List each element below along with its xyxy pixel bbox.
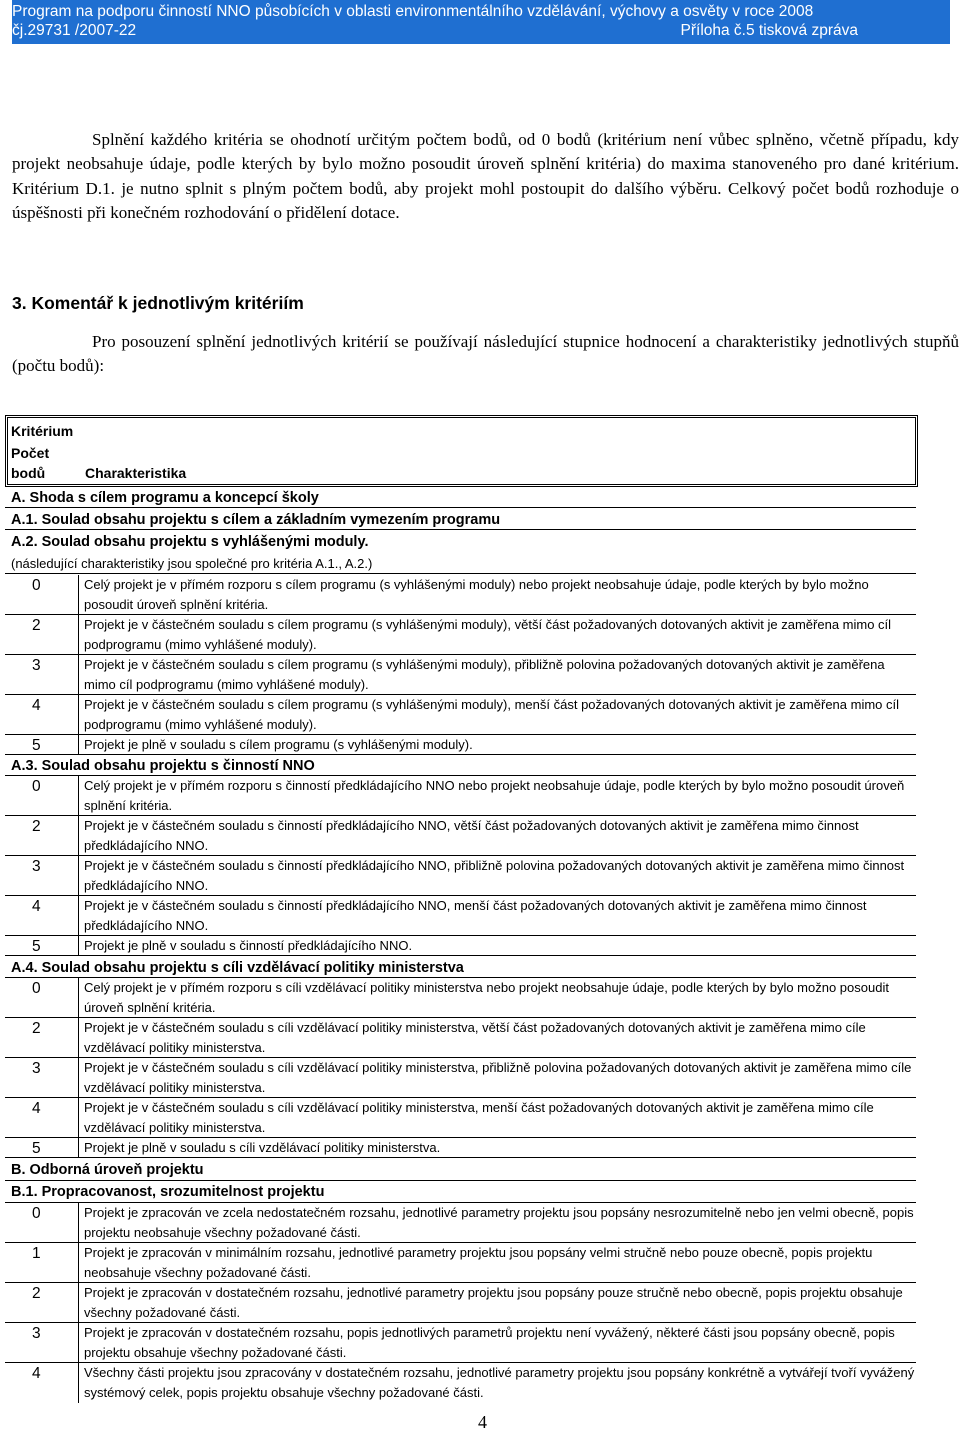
- table-row: [5, 1243, 916, 1283]
- characteristic-text: Projekt je plně v souladu s cílem programu (s vyhlášenými moduly).: [84, 737, 473, 752]
- table-row: [5, 615, 916, 655]
- score: 1: [32, 1245, 41, 1262]
- table-row: [5, 1323, 916, 1363]
- score: 2: [32, 617, 41, 634]
- characteristic-text: Projekt je v částečném souladu s cílem programu (s vyhlášenými moduly), menší část požadovaných dotovaných aktivit je zaměřena mimo cíl podprogramu (mimo vyhlášené moduly).: [84, 697, 900, 732]
- document-header: [12, 0, 950, 44]
- section-b-title: B. Odborná úroveň projektu: [11, 1162, 204, 1178]
- attachment-label: Příloha č.5 tisková zpráva: [680, 22, 858, 39]
- characteristic-text: Projekt je v částečném souladu s činností předkládajícího NNO, přibližně polovina požadovaných dotovaných aktivit je zaměřena mimo činnost předkládajícího NNO.: [84, 858, 905, 893]
- table-row: [5, 575, 916, 615]
- section-a1-title: A.1. Soulad obsahu projektu s cílem a základním vymezením programu: [11, 512, 501, 528]
- characteristic-text: Projekt je v částečném souladu s cílem programu (s vyhlášenými moduly), větší část požadovaných dotovaných aktivit je zaměřena mimo cíl podprogramu (mimo vyhlášené moduly).: [84, 617, 892, 652]
- characteristic-text: Celý projekt je v přímém rozporu s cíli vzdělávací politiky ministerstva nebo projekt neobsahuje údaje, podle kterých by bylo možno posoudit úroveň splnění kritéria.: [84, 980, 889, 1015]
- characteristic-text: Projekt je plně v souladu s činností předkládajícího NNO.: [84, 938, 413, 953]
- divider: [5, 1180, 916, 1181]
- score: 5: [32, 1140, 41, 1157]
- characteristic-text: Projekt je v částečném souladu s činností předkládajícího NNO, menší část požadovaných dotovaných aktivit je zaměřena mimo činnost předkládajícího NNO.: [84, 898, 867, 933]
- table-row: [5, 1283, 916, 1323]
- table-row: [5, 735, 916, 755]
- divider: [5, 507, 916, 508]
- characteristic-text: Projekt je zpracován v dostatečném rozsahu, jednotlivé parametry projektu jsou popsány pouze stručně nebo obecně, popis projektu obsahuje všechny požadované části.: [84, 1285, 903, 1320]
- header-characteristic: Charakteristika: [85, 465, 187, 481]
- table-row: [5, 1058, 916, 1098]
- score: 0: [32, 1205, 41, 1222]
- score: 0: [32, 778, 41, 795]
- characteristic-text: Celý projekt je v přímém rozporu s cílem programu (s vyhlášenými moduly) nebo projekt neobsahuje údaje, podle kterých by bylo možno posoudit úroveň splnění kritéria.: [84, 577, 869, 612]
- score: 2: [32, 1020, 41, 1037]
- characteristic-text: Projekt je v částečném souladu s činností předkládajícího NNO, větší část požadovaných dotovaných aktivit je zaměřena mimo činnost předkládajícího NNO.: [84, 818, 859, 853]
- score: 3: [32, 858, 41, 875]
- table-row: [5, 978, 916, 1018]
- intro-paragraph: Splnění každého kritéria se ohodnotí určitým počtem bodů, od 0 bodů (kritérium není vůbec splněno, včetně případu, kdy projekt neobsahuje údaje, podle kterých by bylo možno posoudit úroveň splnění kritéria) do maxima stanoveného pro dané kritérium. Kritérium D.1. je nutno splnit s plným počtem bodů, aby projekt mohl postoupit do dalšího výběru. Celkový počet bodů rozhoduje o úspěšnosti při konečném rozhodování o přidělení dotace.: [12, 130, 959, 223]
- divider: [5, 529, 916, 530]
- characteristic-text: Všechny části projektu jsou zpracovány v dostatečném rozsahu, jednotlivé parametry projektu jsou popsány konkrétně a vytvářejí tvoří vyvážený systémový celek, popis projektu obsahuje všechny požadované části.: [84, 1365, 915, 1400]
- characteristic-text: Projekt je v částečném souladu s cíli vzdělávací politiky ministerstva, menší část požadovaných dotovaných aktivit je zaměřena mimo cíle vzdělávací politiky ministerstva.: [84, 1100, 874, 1135]
- section-a-note: (následující charakteristiky jsou společné pro kritéria A.1., A.2.): [11, 556, 373, 571]
- score: 0: [32, 980, 41, 997]
- table-row: [5, 936, 916, 956]
- table-row: [5, 1018, 916, 1058]
- characteristic-text: Projekt je zpracován ve zcela nedostatečném rozsahu, jednotlivé parametry projektu jsou popsány nesrozumitelně nebo jen velmi obecně, popis projektu neobsahuje všechny požadované části.: [84, 1205, 914, 1240]
- table-row: [5, 1138, 916, 1158]
- table-row: [5, 1098, 916, 1138]
- table-row: [5, 896, 916, 936]
- score: 0: [32, 577, 41, 594]
- section-b1-title: B.1. Propracovanost, srozumitelnost projektu: [11, 1184, 325, 1200]
- section-3-title: 3. Komentář k jednotlivým kritériím: [12, 293, 304, 313]
- program-title: Program na podporu činností NNO působících v oblasti environmentálního vzdělávání, výchovy a osvěty v roce 2008: [12, 3, 814, 20]
- table-row: [5, 816, 916, 856]
- section-a4-title: A.4. Soulad obsahu projektu s cíli vzdělávací politiky ministerstva: [11, 960, 464, 976]
- score: 4: [32, 898, 41, 915]
- header-points-2: bodů: [11, 465, 46, 481]
- score: 2: [32, 1285, 41, 1302]
- characteristic-text: Projekt je zpracován v minimálním rozsahu, jednotlivé parametry projektu jsou popsány velmi stručně nebo pouze obecně, popis projektu neobsahuje všechny požadované části.: [84, 1245, 873, 1280]
- table-row: [5, 856, 916, 896]
- table-row: [5, 1363, 916, 1403]
- table-row: [5, 1203, 916, 1243]
- score: 2: [32, 818, 41, 835]
- characteristic-text: Projekt je zpracován v dostatečném rozsahu, popis jednotlivých parametrů projektu není vyvážený, některé části jsou popsány obecně, popis projektu obsahuje všechny požadované části.: [84, 1325, 895, 1360]
- section-a-title: A. Shoda s cílem programu a koncepcí školy: [11, 490, 319, 506]
- score: 5: [32, 737, 41, 754]
- table-row: [5, 776, 916, 816]
- characteristic-text: Celý projekt je v přímém rozporu s činností předkládajícího NNO nebo projekt neobsahuje údaje, podle kterých by bylo možno posoudit úroveň splnění kritéria.: [84, 778, 905, 813]
- reference-number: čj.29731 /2007-22: [12, 22, 137, 39]
- characteristic-text: Projekt je v částečném souladu s cílem programu (s vyhlášenými moduly), přibližně polovina požadovaných dotovaných aktivit je zaměřena mimo cíl podprogramu (mimo vyhlášené moduly).: [84, 657, 885, 692]
- score: 4: [32, 1100, 41, 1117]
- header-criterion: Kritérium: [11, 423, 74, 439]
- score: 3: [32, 1325, 41, 1342]
- score: 5: [32, 938, 41, 955]
- divider: [5, 573, 916, 574]
- table-row: [5, 655, 916, 695]
- page-number: 4: [478, 1412, 487, 1432]
- score: 4: [32, 697, 41, 714]
- characteristic-text: Projekt je plně v souladu s cíli vzdělávací politiky ministerstva.: [84, 1140, 441, 1155]
- table-row: [5, 695, 916, 735]
- section-a2-title: A.2. Soulad obsahu projektu s vyhlášenými moduly.: [11, 534, 369, 550]
- characteristic-text: Projekt je v částečném souladu s cíli vzdělávací politiky ministerstva, větší část požadovaných dotovaných aktivit je zaměřena mimo cíle vzdělávací politiky ministerstva.: [84, 1020, 866, 1055]
- score: 3: [32, 657, 41, 674]
- score: 4: [32, 1365, 41, 1382]
- score: 3: [32, 1060, 41, 1077]
- header-points-1: Počet: [11, 445, 50, 461]
- characteristic-text: Projekt je v částečném souladu s cíli vzdělávací politiky ministerstva, přibližně polovina požadovaných dotovaných aktivit je zaměřena mimo cíle vzdělávací politiky ministerstva.: [84, 1060, 912, 1095]
- section-a3-title: A.3. Soulad obsahu projektu s činností NNO: [11, 758, 315, 774]
- section-3-paragraph: Pro posouzení splnění jednotlivých kritérií se používají následující stupnice hodnocení a charakteristiky jednotlivých stupňů (počtu bodů):: [12, 332, 959, 376]
